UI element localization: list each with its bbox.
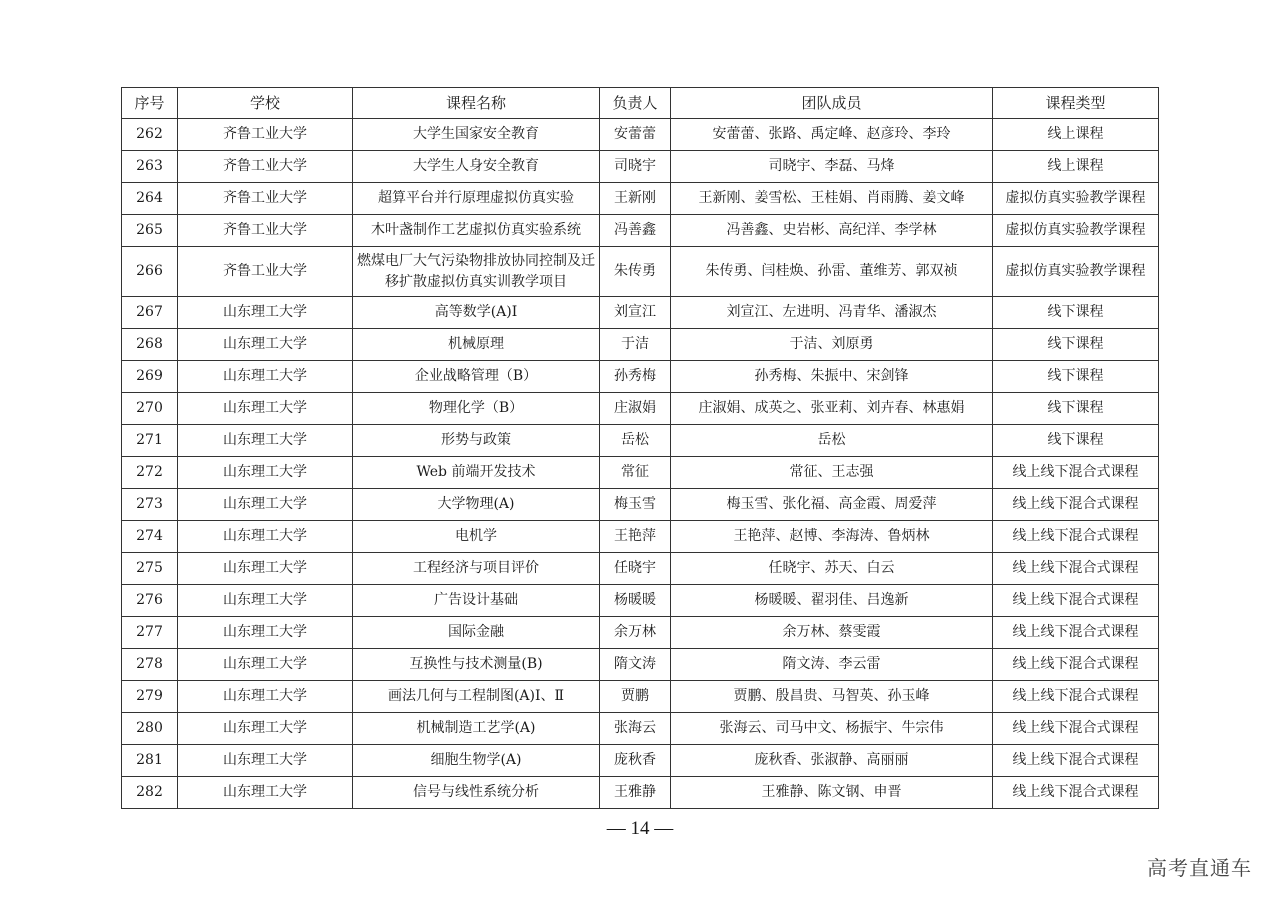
cell-no: 275 xyxy=(122,553,178,585)
cell-members: 于洁、刘原勇 xyxy=(671,329,993,361)
cell-type: 线上线下混合式课程 xyxy=(993,457,1159,489)
cell-members: 岳松 xyxy=(671,425,993,457)
cell-members: 王新刚、姜雪松、王桂娟、肖雨腾、姜文峰 xyxy=(671,183,993,215)
cell-course: 形势与政策 xyxy=(353,425,600,457)
cell-leader: 冯善鑫 xyxy=(600,215,671,247)
cell-course: 燃煤电厂大气污染物排放协同控制及迁移扩散虚拟仿真实训教学项目 xyxy=(353,247,600,297)
cell-leader: 庄淑娟 xyxy=(600,393,671,425)
table-header-row xyxy=(122,88,1159,119)
cell-course: 信号与线性系统分析 xyxy=(353,777,600,809)
header-members: 团队成员 xyxy=(671,88,993,119)
header-school: 学校 xyxy=(178,88,353,119)
cell-school: 山东理工大学 xyxy=(178,425,353,457)
cell-leader: 朱传勇 xyxy=(600,247,671,297)
cell-type: 线下课程 xyxy=(993,393,1159,425)
cell-course: 国际金融 xyxy=(353,617,600,649)
cell-type: 线下课程 xyxy=(993,297,1159,329)
cell-leader: 余万林 xyxy=(600,617,671,649)
cell-no: 265 xyxy=(122,215,178,247)
cell-course: 大学生人身安全教育 xyxy=(353,151,600,183)
cell-type: 线上线下混合式课程 xyxy=(993,777,1159,809)
header-course: 课程名称 xyxy=(353,88,600,119)
cell-type: 虚拟仿真实验教学课程 xyxy=(993,183,1159,215)
header-no: 序号 xyxy=(122,88,178,119)
cell-type: 线上课程 xyxy=(993,119,1159,151)
cell-course: 企业战略管理（B） xyxy=(353,361,600,393)
cell-course: 物理化学（B） xyxy=(353,393,600,425)
cell-leader: 杨暖暖 xyxy=(600,585,671,617)
cell-school: 山东理工大学 xyxy=(178,649,353,681)
cell-members: 王艳萍、赵博、李海涛、鲁炳林 xyxy=(671,521,993,553)
cell-leader: 司晓宇 xyxy=(600,151,671,183)
table-row xyxy=(122,649,1159,681)
table-row xyxy=(122,247,1159,297)
cell-course: Web 前端开发技术 xyxy=(353,457,600,489)
cell-school: 齐鲁工业大学 xyxy=(178,183,353,215)
cell-type: 线上线下混合式课程 xyxy=(993,649,1159,681)
cell-no: 280 xyxy=(122,713,178,745)
table-row xyxy=(122,681,1159,713)
table-body xyxy=(122,119,1159,809)
cell-type: 线上线下混合式课程 xyxy=(993,681,1159,713)
cell-course: 细胞生物学(A) xyxy=(353,745,600,777)
table-row xyxy=(122,585,1159,617)
cell-no: 279 xyxy=(122,681,178,713)
table-row xyxy=(122,617,1159,649)
cell-school: 山东理工大学 xyxy=(178,361,353,393)
table-row xyxy=(122,119,1159,151)
cell-course: 大学生国家安全教育 xyxy=(353,119,600,151)
cell-school: 山东理工大学 xyxy=(178,713,353,745)
cell-course: 机械制造工艺学(A) xyxy=(353,713,600,745)
cell-members: 余万林、蔡雯霞 xyxy=(671,617,993,649)
cell-course: 画法几何与工程制图(A)Ⅰ、Ⅱ xyxy=(353,681,600,713)
cell-members: 贾鹏、殷昌贵、马智英、孙玉峰 xyxy=(671,681,993,713)
cell-type: 线上线下混合式课程 xyxy=(993,521,1159,553)
cell-course: 电机学 xyxy=(353,521,600,553)
cell-members: 朱传勇、闫桂焕、孙雷、董维芳、郭双祯 xyxy=(671,247,993,297)
cell-school: 山东理工大学 xyxy=(178,457,353,489)
cell-no: 267 xyxy=(122,297,178,329)
cell-school: 山东理工大学 xyxy=(178,553,353,585)
cell-leader: 任晓宇 xyxy=(600,553,671,585)
cell-leader: 刘宣江 xyxy=(600,297,671,329)
cell-leader: 孙秀梅 xyxy=(600,361,671,393)
cell-no: 266 xyxy=(122,247,178,297)
cell-school: 齐鲁工业大学 xyxy=(178,151,353,183)
cell-leader: 王艳萍 xyxy=(600,521,671,553)
cell-type: 线上课程 xyxy=(993,151,1159,183)
cell-leader: 庞秋香 xyxy=(600,745,671,777)
cell-school: 齐鲁工业大学 xyxy=(178,119,353,151)
table-row xyxy=(122,745,1159,777)
table-row xyxy=(122,489,1159,521)
table-row xyxy=(122,151,1159,183)
cell-no: 263 xyxy=(122,151,178,183)
cell-leader: 王新刚 xyxy=(600,183,671,215)
cell-no: 271 xyxy=(122,425,178,457)
cell-no: 276 xyxy=(122,585,178,617)
cell-no: 282 xyxy=(122,777,178,809)
table-row xyxy=(122,183,1159,215)
cell-members: 任晓宇、苏天、白云 xyxy=(671,553,993,585)
cell-members: 王雅静、陈文钢、申晋 xyxy=(671,777,993,809)
cell-course: 高等数学(A)Ⅰ xyxy=(353,297,600,329)
cell-course: 机械原理 xyxy=(353,329,600,361)
cell-type: 线下课程 xyxy=(993,425,1159,457)
cell-no: 281 xyxy=(122,745,178,777)
cell-school: 齐鲁工业大学 xyxy=(178,215,353,247)
cell-course: 木叶盏制作工艺虚拟仿真实验系统 xyxy=(353,215,600,247)
cell-members: 隋文涛、李云雷 xyxy=(671,649,993,681)
table-row xyxy=(122,457,1159,489)
cell-type: 线下课程 xyxy=(993,329,1159,361)
cell-school: 山东理工大学 xyxy=(178,681,353,713)
cell-school: 山东理工大学 xyxy=(178,745,353,777)
cell-no: 262 xyxy=(122,119,178,151)
table-row xyxy=(122,215,1159,247)
cell-members: 司晓宇、李磊、马烽 xyxy=(671,151,993,183)
cell-school: 山东理工大学 xyxy=(178,329,353,361)
cell-leader: 贾鹏 xyxy=(600,681,671,713)
cell-type: 虚拟仿真实验教学课程 xyxy=(993,215,1159,247)
header-type: 课程类型 xyxy=(993,88,1159,119)
cell-leader: 岳松 xyxy=(600,425,671,457)
cell-course: 互换性与技术测量(B) xyxy=(353,649,600,681)
cell-leader: 王雅静 xyxy=(600,777,671,809)
cell-type: 线下课程 xyxy=(993,361,1159,393)
table-row xyxy=(122,553,1159,585)
cell-no: 264 xyxy=(122,183,178,215)
cell-school: 山东理工大学 xyxy=(178,617,353,649)
cell-course: 广告设计基础 xyxy=(353,585,600,617)
table-row xyxy=(122,521,1159,553)
watermark-logo-text: 高考直通车 xyxy=(1147,856,1252,880)
table-row xyxy=(122,393,1159,425)
table-row xyxy=(122,297,1159,329)
cell-members: 庞秋香、张淑静、高丽丽 xyxy=(671,745,993,777)
cell-members: 梅玉雪、张化福、高金霞、周爱萍 xyxy=(671,489,993,521)
cell-leader: 隋文涛 xyxy=(600,649,671,681)
cell-no: 269 xyxy=(122,361,178,393)
cell-leader: 张海云 xyxy=(600,713,671,745)
cell-school: 山东理工大学 xyxy=(178,297,353,329)
cell-school: 山东理工大学 xyxy=(178,489,353,521)
cell-school: 山东理工大学 xyxy=(178,393,353,425)
cell-no: 268 xyxy=(122,329,178,361)
cell-leader: 梅玉雪 xyxy=(600,489,671,521)
cell-leader: 常征 xyxy=(600,457,671,489)
cell-course: 超算平台并行原理虚拟仿真实验 xyxy=(353,183,600,215)
cell-type: 线上线下混合式课程 xyxy=(993,745,1159,777)
cell-type: 线上线下混合式课程 xyxy=(993,617,1159,649)
cell-type: 线上线下混合式课程 xyxy=(993,489,1159,521)
cell-school: 山东理工大学 xyxy=(178,585,353,617)
cell-no: 270 xyxy=(122,393,178,425)
cell-school: 齐鲁工业大学 xyxy=(178,247,353,297)
cell-type: 线上线下混合式课程 xyxy=(993,553,1159,585)
cell-course: 工程经济与项目评价 xyxy=(353,553,600,585)
page-number: — 14 — xyxy=(606,818,674,839)
header-leader: 负责人 xyxy=(600,88,671,119)
cell-leader: 于洁 xyxy=(600,329,671,361)
cell-members: 张海云、司马中文、杨振宇、牛宗伟 xyxy=(671,713,993,745)
cell-members: 安蕾蕾、张路、禹定峰、赵彦玲、李玲 xyxy=(671,119,993,151)
table-row xyxy=(122,425,1159,457)
cell-no: 272 xyxy=(122,457,178,489)
table-row xyxy=(122,329,1159,361)
cell-no: 274 xyxy=(122,521,178,553)
table-row xyxy=(122,713,1159,745)
cell-type: 线上线下混合式课程 xyxy=(993,713,1159,745)
cell-members: 庄淑娟、成英之、张亚莉、刘卉春、林惠娟 xyxy=(671,393,993,425)
course-table xyxy=(121,87,1159,809)
cell-course: 大学物理(A) xyxy=(353,489,600,521)
table-row xyxy=(122,777,1159,809)
cell-no: 273 xyxy=(122,489,178,521)
cell-no: 278 xyxy=(122,649,178,681)
cell-type: 虚拟仿真实验教学课程 xyxy=(993,247,1159,297)
table-row xyxy=(122,361,1159,393)
cell-members: 孙秀梅、朱振中、宋剑锋 xyxy=(671,361,993,393)
cell-members: 杨暖暖、翟羽佳、吕逸新 xyxy=(671,585,993,617)
cell-members: 冯善鑫、史岩彬、高纪洋、李学林 xyxy=(671,215,993,247)
cell-members: 常征、王志强 xyxy=(671,457,993,489)
cell-leader: 安蕾蕾 xyxy=(600,119,671,151)
cell-school: 山东理工大学 xyxy=(178,521,353,553)
cell-school: 山东理工大学 xyxy=(178,777,353,809)
cell-type: 线上线下混合式课程 xyxy=(993,585,1159,617)
cell-members: 刘宣江、左进明、冯青华、潘淑杰 xyxy=(671,297,993,329)
cell-no: 277 xyxy=(122,617,178,649)
